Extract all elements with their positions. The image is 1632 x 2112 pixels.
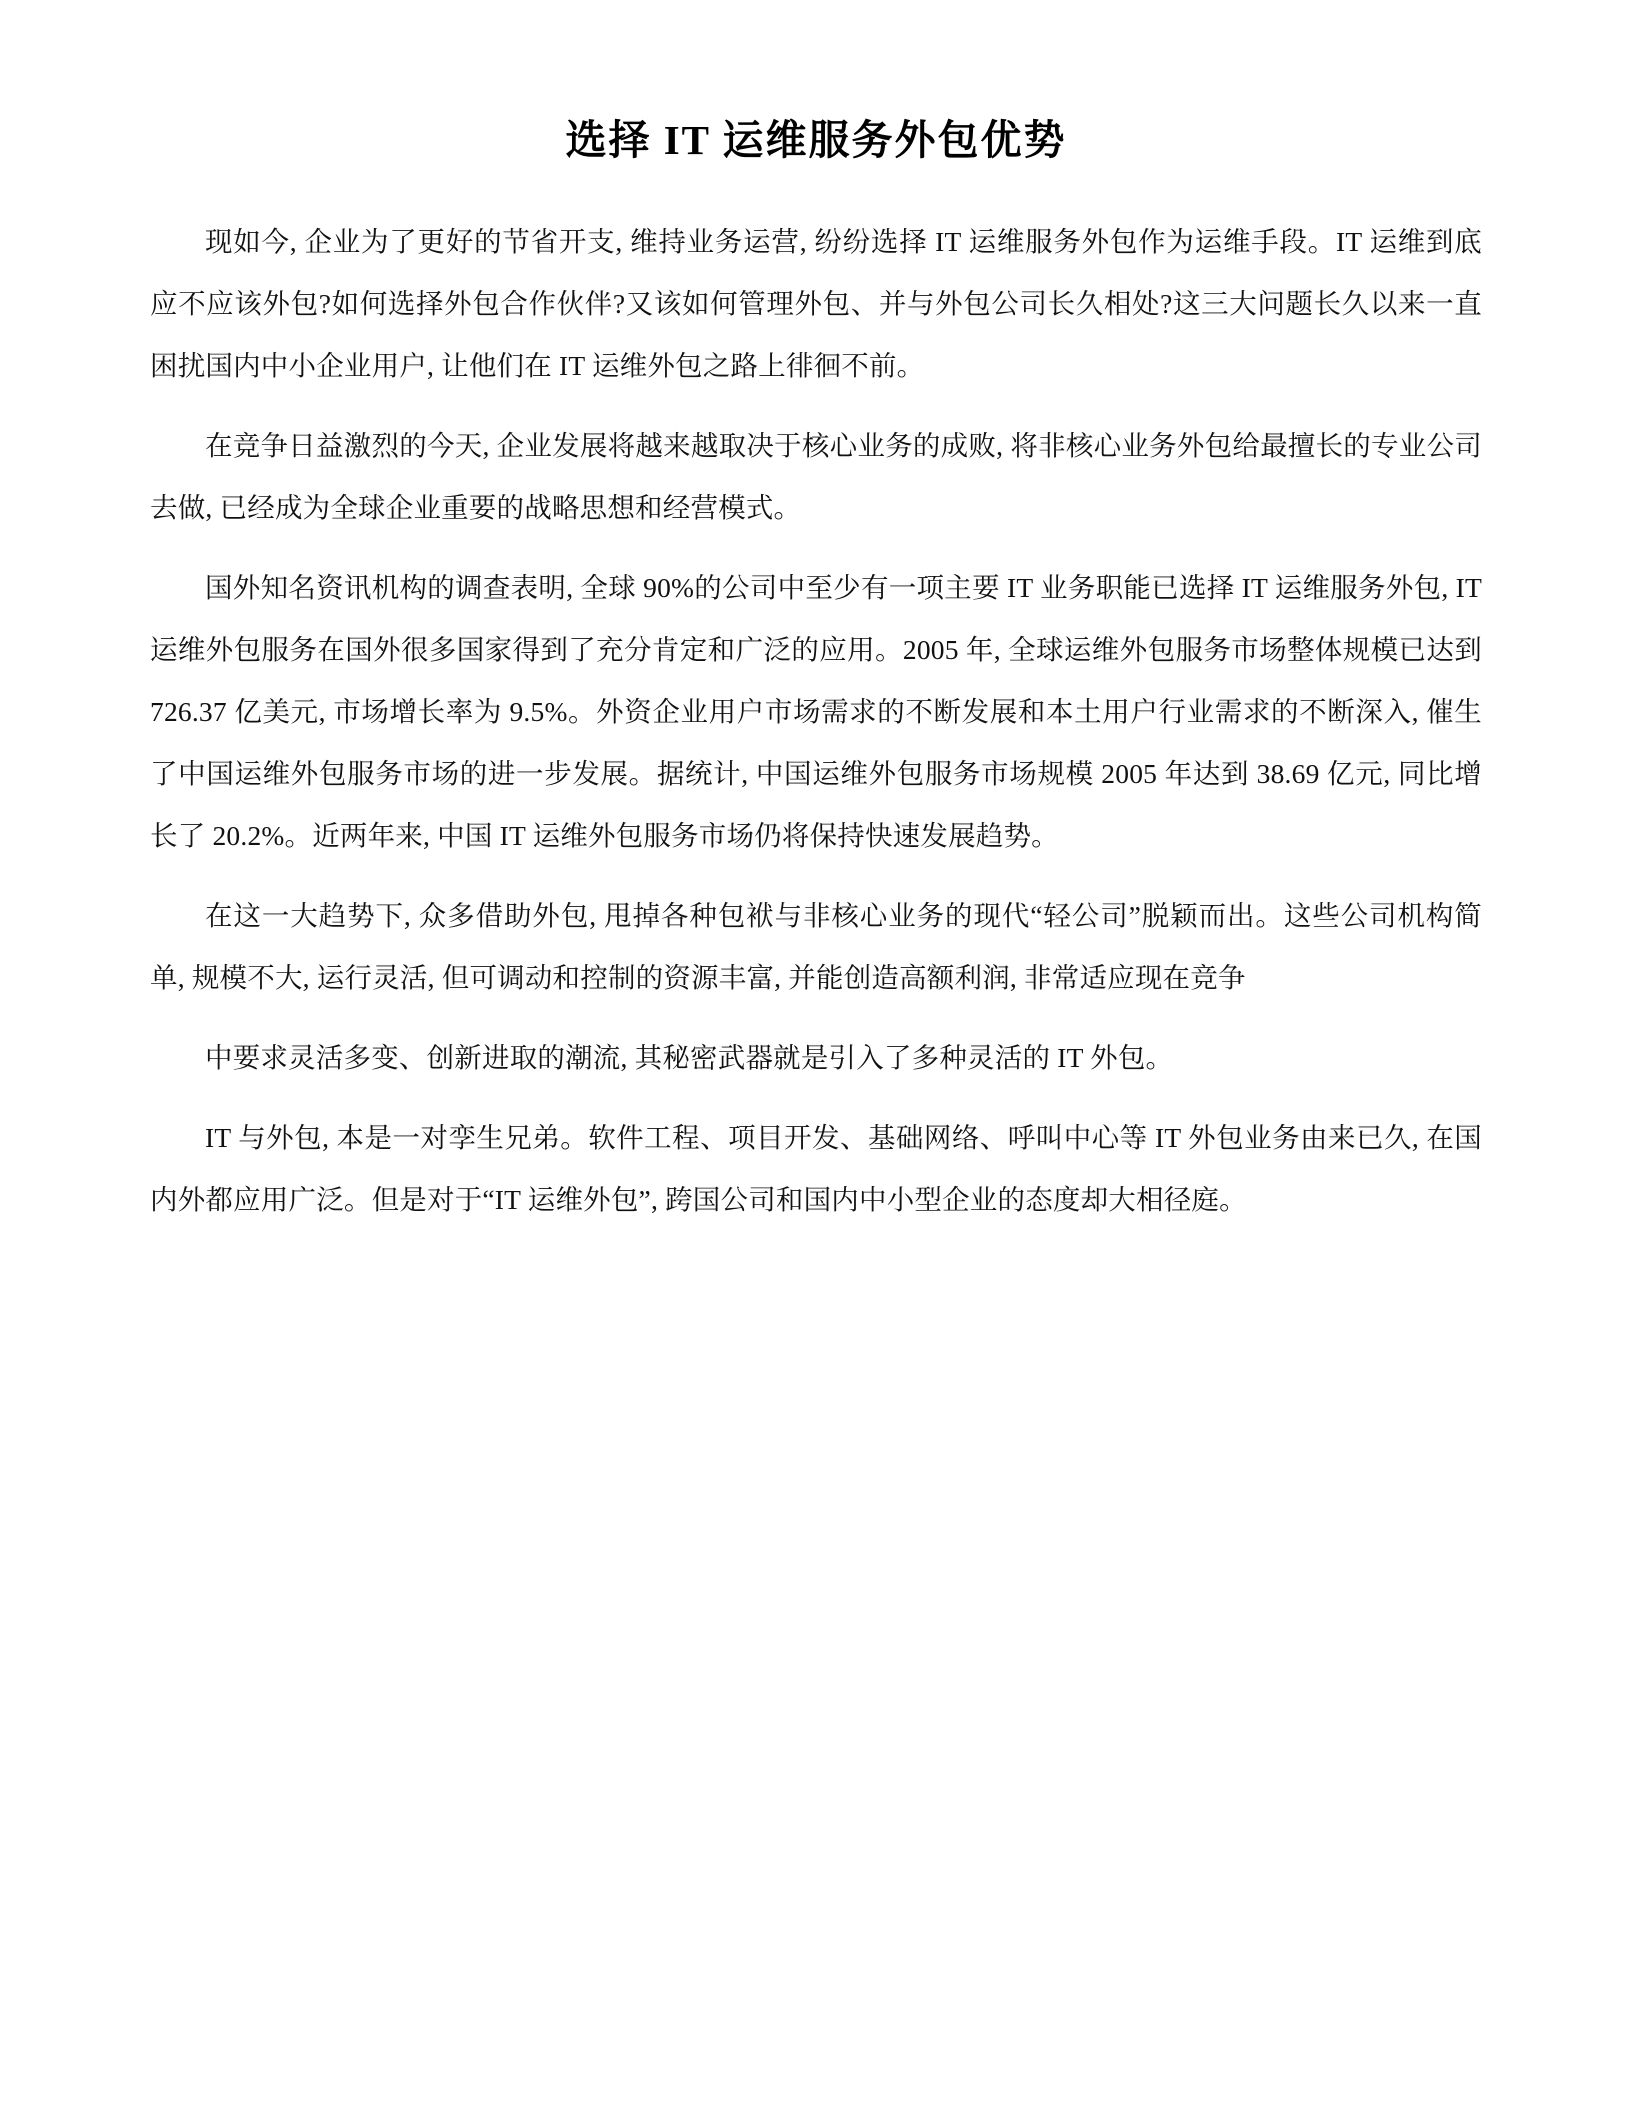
paragraph-1: 现如今, 企业为了更好的节省开支, 维持业务运营, 纷纷选择 IT 运维服务外包作为运维手段。IT 运维到底应不应该外包?如何选择外包合作伙伴?又该如何管理外包、并与外包公司长久相处?这三大问题长久以来一直困扰国内中小企业用户, 让他们在 IT 运维外包之路上徘徊不前。	[150, 226, 1482, 382]
paragraph-5: 中要求灵活多变、创新进取的潮流, 其秘密武器就是引入了多种灵活的 IT 外包。	[205, 1042, 1174, 1074]
paragraph-4: 在这一大趋势下, 众多借助外包, 甩掉各种包袱与非核心业务的现代“轻公司”脱颖而出。这些公司机构简单, 规模不大, 运行灵活, 但可调动和控制的资源丰富, 并能创造高额利润, 非常适应现在竞争	[150, 900, 1482, 994]
paragraph-3: 国外知名资讯机构的调查表明, 全球 90%的公司中至少有一项主要 IT 业务职能已选择 IT 运维服务外包, IT 运维外包服务在国外很多国家得到了充分肯定和广泛的应用。2005 年, 全球运维外包服务市场整体规模已达到 726.37 亿美元, 市场增长率为 9.5%。外资企业用户市场需求的不断发展和本土用户行业需求的不断深入, 催生了中国运维外包服务市场的进一步发展。据统计, 中国运维外包服务市场规模 2005 年达到 38.69 亿元, 同比增长了 20.2%。近两年来, 中国 IT 运维外包服务市场仍将保持快速发展趋势。	[150, 572, 1482, 852]
paragraph-6: IT 与外包, 本是一对孪生兄弟。软件工程、项目开发、基础网络、呼叫中心等 IT 外包业务由来已久, 在国内外都应用广泛。但是对于“IT 运维外包”, 跨国公司和国内中小型企业的态度却大相径庭。	[150, 1122, 1482, 1216]
page-title: 选择 IT 运维服务外包优势	[565, 117, 1067, 163]
paragraph-2: 在竞争日益激烈的今天, 企业发展将越来越取决于核心业务的成败, 将非核心业务外包给最擅长的专业公司去做, 已经成为全球企业重要的战略思想和经营模式。	[150, 430, 1482, 524]
